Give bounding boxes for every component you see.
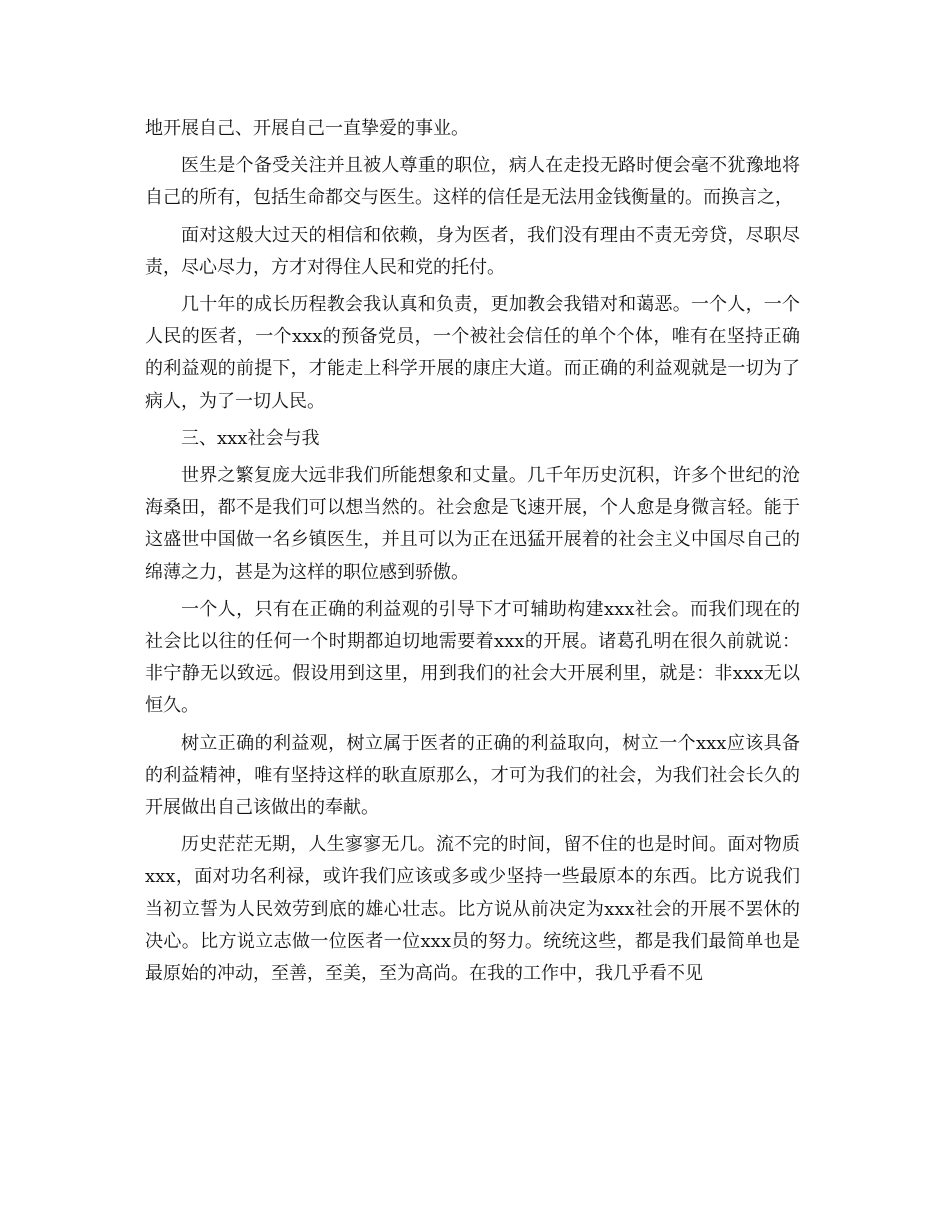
paragraph: 世界之繁复庞大远非我们所能想象和丈量。几千年历史沉积，许多个世纪的沧海桑田，都不是我们可以想当然的。社会愈是飞速开展，个人愈是身微言轻。能于这盛世中国做一名乡镇医生，并且可以为正在迅猛开展着的社会主义中国尽自己的绵薄之力，甚是为这样的职位感到骄傲。 [145, 465, 800, 583]
paragraph: 历史茫茫无期，人生寥寥无几。流不完的时间，留不住的也是时间。面对物质xxx，面对功名利禄，或许我们应该或多或少坚持一些最原本的东西。比方说我们当初立誓为人民效劳到底的雄心壮志。比方说从前决定为xxx社会的开展不罢休的决心。比方说立志做一位医者一位xxx员的努力。统统这些，都是我们最简单也是最原始的冲动，至善，至美，至为高尚。在我的工作中，我几乎看不见 [145, 834, 800, 985]
document-body [145, 113, 800, 995]
paragraph: 一个人，只有在正确的利益观的引导下才可辅助构建xxx社会。而我们现在的社会比以往的任何一个时期都迫切地需要着xxx的开展。诸葛孔明在很久前就说：非宁静无以致远。假设用到这里，用到我们的社会大开展利里，就是：非xxx无以恒久。 [145, 598, 800, 717]
paragraph: 几十年的成长历程教会我认真和负责，更加教会我错对和蔼恶。一个人，一个人民的医者，一个xxx的预备党员，一个被社会信任的单个个体，唯有在坚持正确的利益观的前提下，才能走上科学开展的康庄大道。而正确的利益观就是一切为了病人，为了一切人民。 [145, 294, 800, 412]
section-heading: 三、xxx社会与我 [181, 427, 320, 449]
paragraph: 面对这般大过天的相信和依赖，身为医者，我们没有理由不责无旁贷，尽职尽责，尽心尽力，方才对得住人民和党的托付。 [145, 224, 800, 278]
paragraph-continuation: 地开展自己、开展自己一直挚爱的事业。 [145, 118, 469, 139]
paragraph: 医生是个备受关注并且被人尊重的职位，病人在走投无路时便会毫不犹豫地将自己的所有，包括生命都交与医生。这样的信任是无法用金钱衡量的。而换言之， [145, 155, 800, 209]
paragraph: 树立正确的利益观，树立属于医者的正确的利益取向，树立一个xxx应该具备的利益精神，唯有坚持这样的耿直原那么，才可为我们的社会，为我们社会长久的开展做出自己该做出的奉献。 [145, 732, 800, 819]
